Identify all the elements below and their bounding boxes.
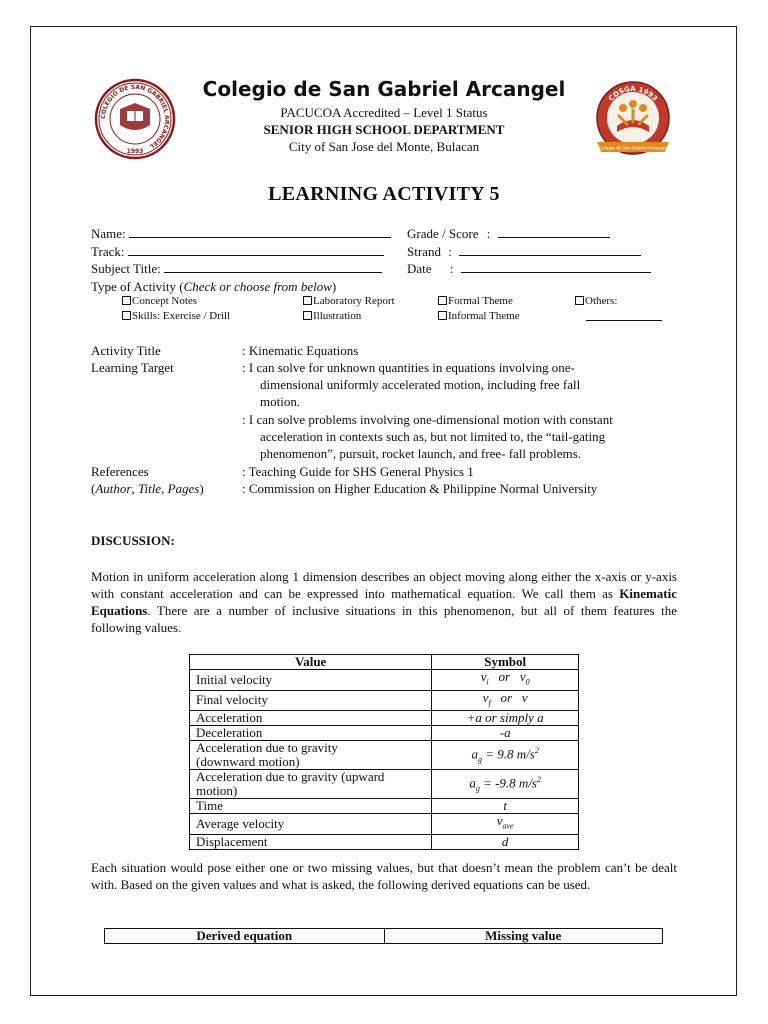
learning-activity-title: LEARNING ACTIVITY 5 <box>268 183 500 205</box>
value-header: Value <box>190 655 432 670</box>
page-border <box>30 26 737 996</box>
aut-author: Author <box>95 481 132 496</box>
value-cell: Final velocity <box>190 690 432 711</box>
illustration-checkbox[interactable] <box>303 311 312 320</box>
value-cell: Initial velocity <box>190 670 432 691</box>
table-row <box>190 690 579 711</box>
left-seal-year: 1993 <box>126 148 144 155</box>
grade-label: Grade / Score <box>407 226 479 241</box>
informal-theme-checkbox[interactable] <box>438 311 447 320</box>
concept-notes-label: Concept Notes <box>132 295 198 307</box>
derived-equation-header: Derived equation <box>105 929 385 944</box>
table-row <box>190 741 579 770</box>
grade-field[interactable] <box>407 226 610 242</box>
references-value: : Teaching Guide for SHS General Physics 1 <box>242 464 474 479</box>
missing-value-header: Missing value <box>384 929 663 944</box>
left-seal-ring-text: COLEGIO DE SAN GABRIEL ARCANGEL <box>99 83 171 150</box>
discussion-paragraph-1 <box>91 568 677 636</box>
option-formal-theme[interactable] <box>438 295 513 307</box>
address-line: City of San Jose del Monte, Bulacan <box>288 139 480 154</box>
option-informal-theme[interactable] <box>438 310 520 322</box>
school-name: Colegio de San Gabriel Arcangel <box>202 77 566 101</box>
table-header-row <box>105 929 663 944</box>
right-seal-ring-text: CDSGA 1993 <box>607 84 659 103</box>
activity-type-close: ) <box>331 279 337 294</box>
references-label: References <box>91 464 149 479</box>
symbol-cell: $v_{ave}$ <box>432 814 579 835</box>
target1-line1: : I can solve for unknown quantities in equations involving one- <box>242 360 575 375</box>
target2-line2: acceleration in contexts such as, but not limited to, the “tail-gating <box>260 429 606 444</box>
para1-bold-term: Kinematic Equations <box>91 586 677 618</box>
aut-sep1: , <box>131 481 138 496</box>
illustration-label: Illustration <box>313 310 362 322</box>
symbol-header: Symbol <box>432 655 579 670</box>
name-blank[interactable] <box>129 226 391 238</box>
table-row <box>190 770 579 799</box>
table-row <box>190 834 579 849</box>
date-field[interactable] <box>407 261 651 277</box>
symbol-cell: +a or simply a <box>432 711 579 726</box>
name-label: Name: <box>91 226 126 241</box>
track-label: Track: <box>91 244 125 259</box>
others-blank[interactable] <box>586 320 662 321</box>
value-symbol-table <box>189 654 579 850</box>
value-cell: Acceleration due to gravity (upward motion) <box>190 770 432 799</box>
others-checkbox[interactable] <box>575 296 584 305</box>
value-cell: Displacement <box>190 834 432 849</box>
date-colon: : <box>449 261 454 276</box>
lab-report-label: Laboratory Report <box>313 295 395 307</box>
grade-blank[interactable] <box>498 226 610 238</box>
informal-theme-label: Informal Theme <box>448 310 520 322</box>
track-blank[interactable] <box>128 244 384 256</box>
others-label: Others: <box>585 295 618 307</box>
value-cell: Deceleration <box>190 726 432 741</box>
strand-colon: : <box>448 244 452 259</box>
option-skills[interactable] <box>122 310 230 322</box>
symbol-cell: t <box>432 799 579 814</box>
grade-colon: : <box>486 226 491 241</box>
author-title-pages-label <box>91 481 204 497</box>
name-field[interactable] <box>91 226 391 242</box>
skills-checkbox[interactable] <box>122 311 131 320</box>
discussion-paragraph-2: Each situation would pose either one or two missing values, but that doesn’t mean the problem can’t be dealt with. Based on the given values and what is asked, the following derived equations can be used. <box>91 860 677 892</box>
aut-close: ) <box>199 481 204 496</box>
para1-text-b: . There are a number of inclusive situations in this phenomenon, but all of them features the following values. <box>91 603 677 635</box>
target1-line3: motion. <box>260 394 301 409</box>
derived-equations-table <box>104 928 663 944</box>
value-cell: Acceleration <box>190 711 432 726</box>
symbol-cell: $v_i$ or $v_0$ <box>432 670 579 691</box>
activity-type-label: Type of Activity ( <box>91 279 184 294</box>
symbol-cell: $v_f$ or v <box>432 690 579 711</box>
concept-notes-checkbox[interactable] <box>122 296 131 305</box>
track-field[interactable] <box>91 244 384 260</box>
lab-report-checkbox[interactable] <box>303 296 312 305</box>
option-illustration[interactable] <box>303 310 361 322</box>
value-cell: Average velocity <box>190 814 432 835</box>
strand-blank[interactable] <box>459 244 641 256</box>
discussion-heading: DISCUSSION: <box>91 533 175 548</box>
department-line: SENIOR HIGH SCHOOL DEPARTMENT <box>263 122 505 137</box>
date-blank[interactable] <box>461 261 651 273</box>
symbol-cell: d <box>432 834 579 849</box>
aut-title: Title <box>137 481 162 496</box>
formal-theme-label: Formal Theme <box>448 295 513 307</box>
activity-type-line <box>91 279 336 295</box>
subject-field[interactable] <box>91 261 382 277</box>
right-seal-ribbon-text: Colegio de San Gabriel Arcangel <box>599 145 667 151</box>
target1-line2: dimensional uniformly accelerated motion, including free fall <box>260 377 581 392</box>
table-row <box>190 670 579 691</box>
strand-label: Strand <box>407 244 441 259</box>
target2-line3: phenomenon”, pursuit, rocket launch, and free- fall problems. <box>260 446 581 461</box>
table-header-row <box>190 655 579 670</box>
date-label: Date <box>407 261 432 276</box>
option-others[interactable] <box>575 295 617 307</box>
table-row <box>190 799 579 814</box>
aut-pages: Pages <box>167 481 200 496</box>
activity-title-label: Activity Title <box>91 343 161 358</box>
option-concept-notes[interactable] <box>122 295 197 307</box>
table-row <box>190 711 579 726</box>
author-title-pages-value: : Commission on Higher Education & Philippine Normal University <box>242 481 598 496</box>
value-cell: Acceleration due to gravity (downward motion) <box>190 741 432 770</box>
subject-blank[interactable] <box>164 261 382 273</box>
symbol-cell: -a <box>432 726 579 741</box>
table-row <box>190 726 579 741</box>
subject-label: Subject Title: <box>91 261 161 276</box>
skills-label: Skills: Exercise / Drill <box>132 310 231 322</box>
aut-open: ( <box>91 481 96 496</box>
value-cell: Time <box>190 799 432 814</box>
accreditation-line: PACUCOA Accredited – Level 1 Status <box>280 105 488 120</box>
activity-type-instruction: Check or choose from below <box>183 279 332 294</box>
strand-field[interactable] <box>407 244 641 260</box>
option-lab-report[interactable] <box>303 295 395 307</box>
para1-text-a: Motion in uniform acceleration along 1 dimension describes an object moving along either the x-axis or y-axis with constant acceleration and can be expressed into mathematical equation. We call them as <box>91 569 677 601</box>
activity-title-value: : Kinematic Equations <box>242 343 359 358</box>
learning-target-label: Learning Target <box>91 360 174 375</box>
aut-sep2: , <box>161 481 168 496</box>
symbol-cell: $a_g = 9.8$ $m/s^2$ <box>432 741 579 770</box>
formal-theme-checkbox[interactable] <box>438 296 447 305</box>
table-row <box>190 814 579 835</box>
target2-line1: : I can solve problems involving one-dimensional motion with constant <box>242 412 613 427</box>
symbol-cell: $a_g = -9.8$ $m/s^2$ <box>432 770 579 799</box>
